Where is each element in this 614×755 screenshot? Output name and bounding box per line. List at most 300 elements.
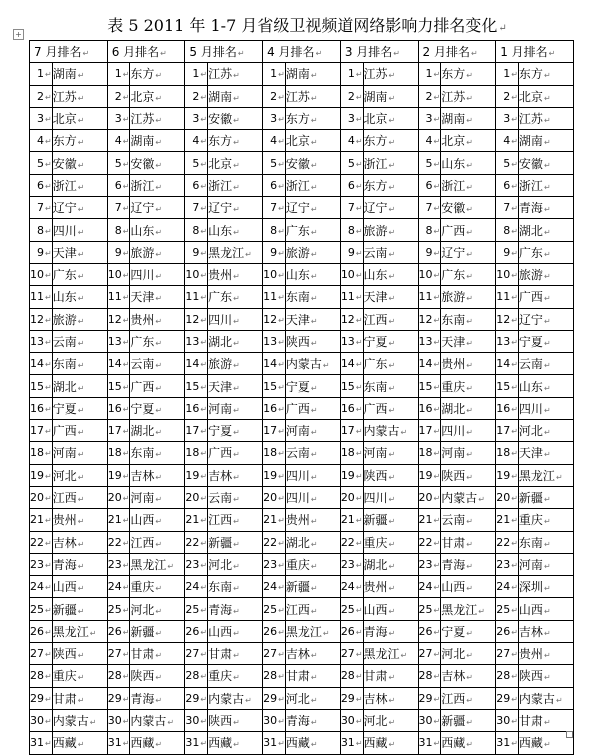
province-name: 东南	[518, 535, 543, 550]
cell-end-mark-icon: ↵	[388, 383, 396, 393]
rank-number-cell: 31↵	[107, 732, 130, 754]
cell-end-mark-icon: ↵	[167, 718, 175, 728]
province-name: 内蒙古	[52, 714, 89, 729]
province-name: 新疆	[441, 714, 466, 729]
rank-number-cell: 20↵	[340, 486, 363, 508]
province-cell	[363, 63, 418, 85]
province-cell	[363, 85, 418, 107]
cell-end-mark-icon: ↵	[355, 739, 363, 749]
rank-number-cell: 7↵	[340, 197, 363, 219]
province-cell	[52, 286, 107, 308]
table-row	[30, 63, 574, 85]
cell-end-mark-icon: ↵	[511, 605, 518, 615]
province-cell	[363, 420, 418, 442]
rank-number-cell: 27↵	[30, 643, 53, 665]
province-name: 贵州	[441, 357, 466, 372]
province-cell	[130, 442, 185, 464]
rank-number-cell: 10↵	[30, 263, 53, 285]
rank-number-cell: 20↵	[30, 486, 53, 508]
province-name: 甘肃	[518, 714, 543, 729]
table-resize-handle[interactable]	[566, 731, 573, 738]
table-move-handle-icon[interactable]: +	[13, 29, 24, 40]
province-name: 重庆	[285, 557, 310, 572]
province-cell	[130, 375, 185, 397]
province-name: 北京	[441, 134, 466, 149]
rank-number-cell: 28↵	[418, 665, 441, 687]
cell-end-mark-icon: ↵	[543, 182, 551, 192]
table-row	[30, 197, 574, 219]
cell-end-mark-icon: ↵	[278, 137, 285, 147]
rank-number-cell: 9↵	[340, 241, 363, 263]
province-cell	[208, 130, 263, 152]
province-cell	[208, 620, 263, 642]
cell-end-mark-icon: ↵	[122, 293, 130, 303]
cell-end-mark-icon: ↵	[167, 561, 175, 571]
cell-end-mark-icon: ↵	[122, 449, 130, 459]
province-cell	[52, 330, 107, 352]
rank-number-cell: 2↵	[30, 85, 53, 107]
province-cell	[363, 553, 418, 575]
rank-number-cell: 6↵	[107, 174, 130, 196]
column-header-label: 5 月排名	[189, 45, 237, 60]
province-cell	[285, 531, 340, 553]
province-name: 广西	[285, 401, 310, 416]
province-name: 青海	[208, 602, 233, 617]
province-cell	[208, 420, 263, 442]
province-cell	[363, 308, 418, 330]
cell-end-mark-icon: ↵	[355, 605, 363, 615]
province-cell	[130, 330, 185, 352]
rank-number-cell: 8↵	[185, 219, 208, 241]
rank-number-cell: 16↵	[496, 397, 519, 419]
rank-number-cell: 10↵	[340, 263, 363, 285]
province-name: 湖北	[130, 424, 155, 439]
cell-end-mark-icon: ↵	[233, 450, 240, 460]
province-cell	[285, 197, 340, 219]
province-cell	[441, 308, 496, 330]
cell-end-mark-icon: ↵	[45, 137, 52, 147]
province-name: 陕西	[518, 669, 543, 684]
cell-end-mark-icon: ↵	[122, 538, 130, 548]
province-name: 湖南	[52, 67, 77, 82]
cell-end-mark-icon: ↵	[77, 138, 85, 148]
rank-number-cell: 22↵	[185, 531, 208, 553]
cell-end-mark-icon: ↵	[355, 293, 363, 303]
province-name: 广东	[285, 223, 310, 238]
rank-number-cell: 31↵	[185, 732, 208, 754]
province-name: 湖北	[285, 535, 310, 550]
rank-number-cell: 18↵	[185, 442, 208, 464]
cell-end-mark-icon: ↵	[155, 294, 163, 304]
cell-end-mark-icon: ↵	[155, 405, 163, 415]
cell-end-mark-icon: ↵	[433, 226, 441, 236]
province-cell	[208, 643, 263, 665]
cell-end-mark-icon: ↵	[77, 93, 85, 103]
cell-end-mark-icon: ↵	[155, 450, 163, 460]
rank-number-cell: 17↵	[263, 420, 286, 442]
rank-number-cell: 15↵	[418, 375, 441, 397]
cell-end-mark-icon: ↵	[45, 427, 52, 437]
province-cell	[208, 576, 263, 598]
cell-end-mark-icon: ↵	[45, 382, 52, 392]
rank-number-cell: 19↵	[107, 464, 130, 486]
rank-number-cell: 29↵	[263, 687, 286, 709]
province-name: 旅游	[208, 357, 233, 372]
cell-end-mark-icon: ↵	[122, 694, 130, 704]
cell-end-mark-icon: ↵	[233, 160, 240, 170]
cell-end-mark-icon: ↵	[122, 471, 130, 481]
province-name: 江苏	[130, 112, 155, 127]
province-name: 吉林	[208, 468, 233, 483]
rank-number-cell: 26↵	[418, 620, 441, 642]
cell-end-mark-icon: ↵	[433, 92, 441, 102]
cell-end-mark-icon: ↵	[511, 449, 518, 459]
cell-end-mark-icon: ↵	[77, 316, 85, 326]
rank-number-cell: 19↵	[496, 464, 519, 486]
province-name: 北京	[130, 89, 155, 104]
cell-end-mark-icon: ↵	[466, 628, 473, 638]
province-name: 宁夏	[441, 624, 466, 639]
rank-number-cell: 23↵	[263, 553, 286, 575]
cell-end-mark-icon: ↵	[355, 471, 363, 481]
cell-end-mark-icon: ↵	[511, 560, 518, 570]
table-row	[30, 152, 574, 174]
rank-number-cell: 31↵	[30, 732, 53, 754]
caption-text: 表 5 2011 年 1-7 月省级卫视频道网络影响力排名变化	[107, 16, 498, 35]
rank-number-cell: 13↵	[107, 330, 130, 352]
province-cell	[363, 286, 418, 308]
cell-end-mark-icon: ↵	[122, 92, 130, 102]
cell-end-mark-icon: ↵	[278, 739, 285, 749]
province-cell	[130, 174, 185, 196]
province-name: 东方	[518, 67, 543, 82]
cell-end-mark-icon: ↵	[543, 361, 551, 371]
rank-number-cell: 21↵	[496, 509, 519, 531]
cell-end-mark-icon: ↵	[122, 115, 130, 125]
province-name: 黑龙江	[208, 245, 245, 260]
province-cell	[518, 576, 573, 598]
province-name: 山西	[363, 602, 388, 617]
province-name: 天津	[52, 245, 77, 260]
cell-end-mark-icon: ↵	[543, 294, 551, 304]
cell-end-mark-icon: ↵	[555, 695, 563, 705]
cell-end-mark-icon: ↵	[45, 650, 52, 660]
cell-end-mark-icon: ↵	[433, 427, 441, 437]
cell-end-mark-icon: ↵	[355, 360, 363, 370]
province-name: 黑龙江	[441, 602, 478, 617]
province-cell	[208, 531, 263, 553]
province-name: 新疆	[208, 535, 233, 550]
cell-end-mark-icon: ↵	[233, 316, 240, 326]
cell-end-mark-icon: ↵	[466, 383, 473, 393]
province-name: 广东	[518, 245, 543, 260]
table-row	[30, 286, 574, 308]
cell-end-mark-icon: ↵	[310, 495, 318, 505]
province-name: 青海	[518, 201, 543, 216]
cell-end-mark-icon: ↵	[200, 137, 208, 147]
cell-end-mark-icon: ↵	[511, 293, 518, 303]
province-name: 山东	[441, 156, 466, 171]
rank-number-cell: 8↵	[418, 219, 441, 241]
province-cell	[208, 598, 263, 620]
cell-end-mark-icon: ↵	[511, 739, 518, 749]
province-name: 湖南	[518, 134, 543, 149]
province-name: 湖南	[363, 89, 388, 104]
cell-end-mark-icon: ↵	[511, 382, 518, 392]
rank-number-cell: 13↵	[185, 330, 208, 352]
province-cell	[518, 286, 573, 308]
table-caption	[0, 16, 614, 39]
rank-number-cell: 11↵	[107, 286, 130, 308]
cell-end-mark-icon: ↵	[543, 227, 551, 237]
province-cell	[52, 420, 107, 442]
cell-end-mark-icon: ↵	[433, 516, 441, 526]
province-cell	[363, 509, 418, 531]
province-cell	[52, 353, 107, 375]
province-cell	[52, 308, 107, 330]
cell-end-mark-icon: ↵	[45, 360, 52, 370]
province-name: 天津	[285, 312, 310, 327]
cell-end-mark-icon: ↵	[310, 116, 318, 126]
cell-end-mark-icon: ↵	[233, 182, 240, 192]
rank-number-cell: 28↵	[185, 665, 208, 687]
cell-end-mark-icon: ↵	[355, 650, 363, 660]
province-cell	[363, 732, 418, 754]
cell-end-mark-icon: ↵	[278, 538, 285, 548]
province-cell	[363, 464, 418, 486]
cell-end-mark-icon: ↵	[466, 695, 473, 705]
cell-end-mark-icon: ↵	[433, 159, 441, 169]
cell-end-mark-icon: ↵	[77, 160, 85, 170]
cell-end-mark-icon: ↵	[355, 137, 363, 147]
cell-end-mark-icon: ↵	[511, 627, 518, 637]
cell-end-mark-icon: ↵	[155, 673, 163, 683]
cell-end-mark-icon: ↵	[200, 560, 208, 570]
cell-end-mark-icon: ↵	[77, 517, 85, 527]
cell-end-mark-icon: ↵	[355, 181, 363, 191]
cell-end-mark-icon: ↵	[45, 583, 52, 593]
cell-end-mark-icon: ↵	[89, 628, 97, 638]
cell-end-mark-icon: ↵	[433, 404, 441, 414]
rank-number-cell: 30↵	[30, 709, 53, 731]
rank-number-cell: 2↵	[496, 85, 519, 107]
paragraph-mark-icon: ↵	[498, 23, 507, 34]
rank-number-cell: 11↵	[30, 286, 53, 308]
province-cell	[441, 732, 496, 754]
rank-number-cell: 6↵	[30, 174, 53, 196]
province-cell	[130, 197, 185, 219]
province-cell	[363, 353, 418, 375]
province-cell	[518, 486, 573, 508]
province-name: 甘肃	[130, 647, 155, 662]
column-header	[107, 41, 185, 63]
cell-end-mark-icon: ↵	[233, 561, 240, 571]
cell-end-mark-icon: ↵	[122, 137, 130, 147]
rank-number-cell: 20↵	[418, 486, 441, 508]
cell-end-mark-icon: ↵	[543, 495, 551, 505]
rank-number-cell: 30↵	[107, 709, 130, 731]
province-name: 重庆	[363, 535, 388, 550]
province-name: 山西	[518, 602, 543, 617]
province-cell	[285, 598, 340, 620]
cell-end-mark-icon: ↵	[310, 673, 318, 683]
rank-number-cell: 30↵	[340, 709, 363, 731]
table-row	[30, 553, 574, 575]
province-cell	[52, 375, 107, 397]
province-cell	[363, 263, 418, 285]
cell-end-mark-icon: ↵	[200, 360, 208, 370]
cell-end-mark-icon: ↵	[433, 338, 441, 347]
province-cell	[285, 709, 340, 731]
cell-end-mark-icon: ↵	[278, 271, 285, 281]
province-name: 江苏	[363, 67, 388, 82]
province-name: 重庆	[130, 580, 155, 595]
rank-number-cell: 28↵	[30, 665, 53, 687]
cell-end-mark-icon: ↵	[45, 605, 52, 615]
province-cell	[518, 464, 573, 486]
province-name: 青海	[363, 624, 388, 639]
province-cell	[363, 375, 418, 397]
cell-end-mark-icon: ↵	[543, 428, 551, 438]
province-name: 河南	[52, 446, 77, 461]
cell-end-mark-icon: ↵	[45, 92, 52, 102]
cell-end-mark-icon: ↵	[543, 517, 551, 527]
province-cell	[518, 553, 573, 575]
cell-end-mark-icon: ↵	[310, 138, 318, 148]
table-row	[30, 620, 574, 642]
cell-end-mark-icon: ↵	[45, 70, 52, 80]
rank-number-cell: 8↵	[107, 219, 130, 241]
cell-end-mark-icon: ↵	[511, 538, 518, 548]
cell-end-mark-icon: ↵	[82, 49, 90, 59]
cell-end-mark-icon: ↵	[543, 116, 551, 126]
cell-end-mark-icon: ↵	[200, 717, 208, 727]
province-cell	[130, 353, 185, 375]
province-cell	[130, 241, 185, 263]
cell-end-mark-icon: ↵	[466, 272, 473, 282]
cell-end-mark-icon: ↵	[155, 740, 163, 750]
province-name: 东南	[208, 580, 233, 595]
rank-number-cell: 13↵	[30, 330, 53, 352]
cell-end-mark-icon: ↵	[200, 427, 208, 437]
cell-end-mark-icon: ↵	[278, 404, 285, 414]
cell-end-mark-icon: ↵	[310, 450, 318, 460]
province-cell	[208, 330, 263, 352]
cell-end-mark-icon: ↵	[543, 205, 551, 215]
province-cell	[285, 63, 340, 85]
province-cell	[130, 130, 185, 152]
province-cell	[285, 174, 340, 196]
cell-end-mark-icon: ↵	[466, 517, 473, 527]
province-cell	[130, 709, 185, 731]
rank-number-cell: 10↵	[496, 263, 519, 285]
province-name: 广西	[363, 401, 388, 416]
province-cell	[285, 286, 340, 308]
province-cell	[52, 63, 107, 85]
rank-number-cell: 29↵	[30, 687, 53, 709]
rank-number-cell: 12↵	[263, 308, 286, 330]
cell-end-mark-icon: ↵	[155, 205, 163, 215]
cell-end-mark-icon: ↵	[355, 159, 363, 169]
cell-end-mark-icon: ↵	[543, 160, 551, 170]
cell-end-mark-icon: ↵	[278, 360, 285, 370]
cell-end-mark-icon: ↵	[543, 138, 551, 148]
province-name: 内蒙古	[518, 691, 555, 706]
province-name: 浙江	[130, 178, 155, 193]
cell-end-mark-icon: ↵	[160, 49, 167, 59]
cell-end-mark-icon: ↵	[233, 472, 240, 482]
province-name: 四川	[285, 491, 310, 506]
rank-number-cell: 16↵	[107, 397, 130, 419]
cell-end-mark-icon: ↵	[388, 405, 396, 415]
province-cell	[285, 397, 340, 419]
cell-end-mark-icon: ↵	[511, 494, 518, 504]
cell-end-mark-icon: ↵	[466, 428, 473, 438]
province-name: 深圳	[518, 580, 543, 595]
province-cell	[52, 620, 107, 642]
cell-end-mark-icon: ↵	[200, 181, 208, 191]
rank-number-cell: 18↵	[496, 442, 519, 464]
rank-number-cell: 18↵	[30, 442, 53, 464]
province-name: 天津	[363, 290, 388, 305]
province-cell	[130, 732, 185, 754]
cell-end-mark-icon: ↵	[355, 70, 363, 80]
cell-end-mark-icon: ↵	[355, 538, 363, 548]
province-cell	[285, 732, 340, 754]
cell-end-mark-icon: ↵	[543, 628, 551, 638]
cell-end-mark-icon: ↵	[466, 116, 473, 126]
cell-end-mark-icon: ↵	[466, 450, 473, 460]
province-cell	[130, 63, 185, 85]
table-row	[30, 709, 574, 731]
rank-number-cell: 18↵	[107, 442, 130, 464]
rank-number-cell: 29↵	[107, 687, 130, 709]
province-cell	[285, 330, 340, 352]
rank-number-cell: 6↵	[496, 174, 519, 196]
cell-end-mark-icon: ↵	[77, 606, 85, 616]
cell-end-mark-icon: ↵	[89, 718, 97, 728]
rank-number-cell: 28↵	[107, 665, 130, 687]
rank-number-cell: 1↵	[263, 63, 286, 85]
province-cell	[208, 687, 263, 709]
rank-number-cell: 16↵	[418, 397, 441, 419]
province-name: 湖北	[208, 335, 233, 349]
province-name: 新疆	[130, 624, 155, 639]
cell-end-mark-icon: ↵	[511, 92, 518, 102]
cell-end-mark-icon: ↵	[466, 205, 473, 215]
rank-number-cell: 15↵	[496, 375, 519, 397]
cell-end-mark-icon: ↵	[155, 316, 163, 326]
cell-end-mark-icon: ↵	[122, 650, 130, 660]
cell-end-mark-icon: ↵	[310, 249, 318, 259]
province-name: 辽宁	[130, 201, 155, 216]
province-cell	[285, 85, 340, 107]
cell-end-mark-icon: ↵	[155, 651, 163, 661]
province-name: 旅游	[363, 223, 388, 238]
province-name: 辽宁	[518, 312, 543, 327]
province-cell	[52, 643, 107, 665]
province-name: 河南	[130, 491, 155, 506]
rank-number-cell: 31↵	[340, 732, 363, 754]
rank-number-cell: 31↵	[418, 732, 441, 754]
province-name: 青海	[130, 691, 155, 706]
cell-end-mark-icon: ↵	[355, 717, 363, 727]
province-name: 广西	[518, 290, 543, 305]
cell-end-mark-icon: ↵	[155, 428, 163, 438]
province-cell	[52, 442, 107, 464]
province-name: 湖南	[441, 112, 466, 127]
rank-number-cell: 30↵	[263, 709, 286, 731]
